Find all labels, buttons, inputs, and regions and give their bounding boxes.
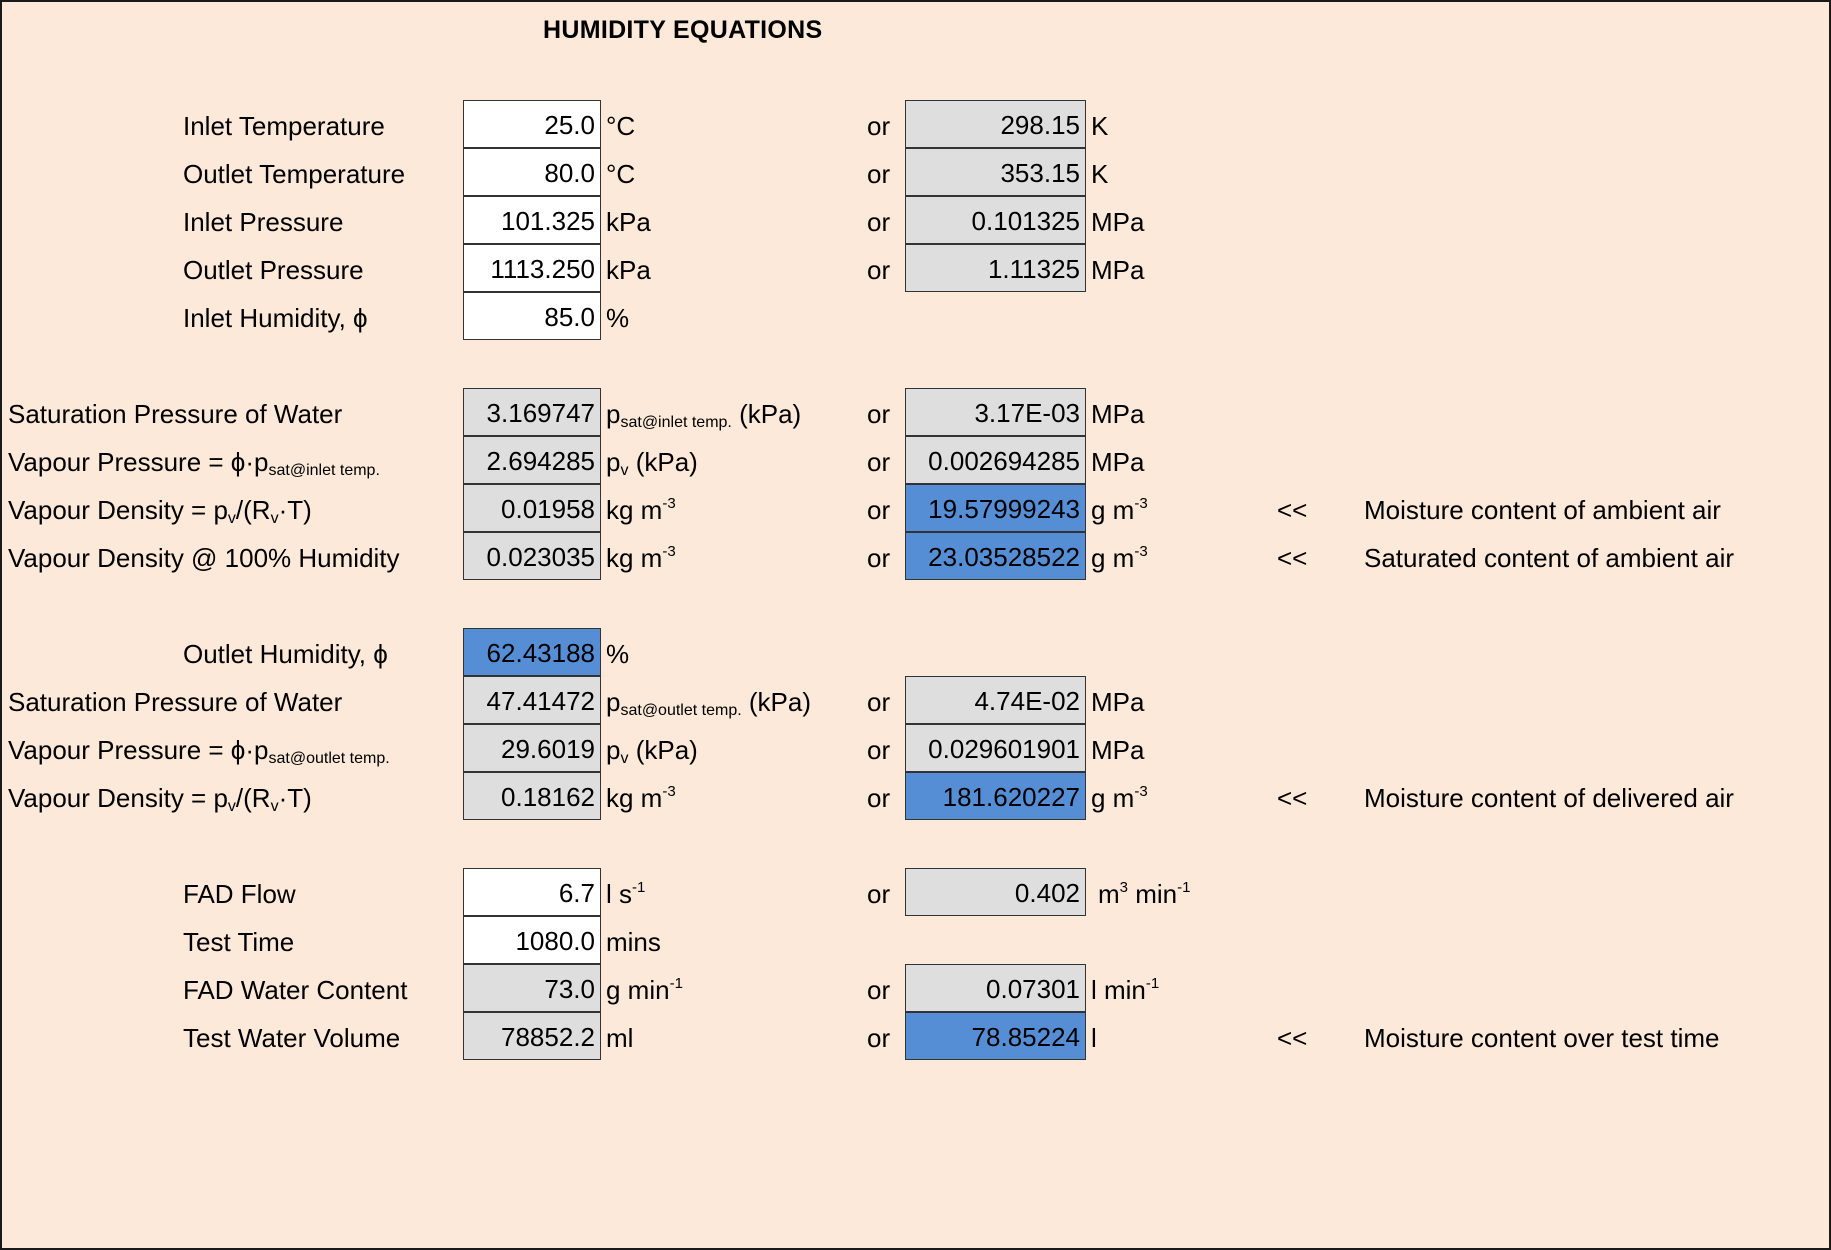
vap-pressure-outlet-unit: $p_v$ (kPa)	[606, 735, 698, 767]
vap-pressure-inlet-cell[interactable]: 2.694285	[463, 436, 601, 484]
outlet-temp-label: Outlet Temperature	[183, 159, 406, 189]
note-saturated-content: Saturated content of ambient air	[1364, 543, 1735, 573]
sat-pressure-inlet-mpa-cell[interactable]: 3.17E-03	[905, 388, 1086, 436]
inlet-humidity-label: Inlet Humidity, ϕ	[183, 303, 368, 333]
outlet-pressure-input[interactable]: 1113.250	[463, 244, 601, 292]
inlet-temp-unit: °C	[606, 111, 636, 141]
test-time-unit: mins	[606, 927, 661, 957]
fad-flow-unit: l $s^{-1}$	[606, 879, 646, 909]
fad-flow-m3min-cell[interactable]: 0.402	[905, 868, 1086, 916]
inlet-pressure-label: Inlet Pressure	[183, 207, 344, 237]
vap-pressure-inlet-mpa-cell[interactable]: 0.002694285	[905, 436, 1086, 484]
vap-density-inlet-gm3-unit: g $m^{-3}$	[1091, 495, 1148, 525]
test-time-label: Test Time	[183, 927, 295, 957]
sat-pressure-outlet-mpa-cell[interactable]: 4.74E-02	[905, 676, 1086, 724]
fad-water-label: FAD Water Content	[183, 975, 408, 1005]
or-label: or	[867, 687, 891, 717]
or-label: or	[867, 399, 891, 429]
fad-water-unit: g $\min^{-1}$	[606, 975, 683, 1005]
vap-pressure-outlet-cell[interactable]: 29.6019	[463, 724, 601, 772]
vap-density-inlet-label: Vapour Density = $p_v/(R_v\cdot T)$	[8, 495, 312, 527]
outlet-temp-input[interactable]: 80.0	[463, 148, 601, 196]
outlet-pressure-mpa-unit: MPa	[1091, 255, 1145, 285]
inlet-pressure-mpa-unit: MPa	[1091, 207, 1145, 237]
or-label: or	[867, 447, 891, 477]
outlet-humidity-label: Outlet Humidity, ϕ	[183, 639, 388, 669]
or-label: or	[867, 735, 891, 765]
outlet-temp-kelvin-cell[interactable]: 353.15	[905, 148, 1086, 196]
or-label: or	[867, 111, 891, 141]
or-label: or	[867, 543, 891, 573]
inlet-pressure-unit: kPa	[606, 207, 651, 237]
inlet-humidity-input[interactable]: 85.0	[463, 292, 601, 340]
vap-density-100-unit: kg $m^{-3}$	[606, 543, 676, 573]
or-label: or	[867, 255, 891, 285]
vap-pressure-outlet-label: Vapour Pressure = $\phi\cdot p_{sat@outlet temp.}$	[8, 735, 390, 767]
vap-density-inlet-gm3-cell[interactable]: 19.57999243	[905, 484, 1086, 532]
vap-density-outlet-cell[interactable]: 0.18162	[463, 772, 601, 820]
vap-pressure-outlet-mpa-cell[interactable]: 0.029601901	[905, 724, 1086, 772]
sat-pressure-outlet-mpa-unit: MPa	[1091, 687, 1145, 717]
arrow-marker: <<	[1277, 543, 1308, 573]
vap-density-outlet-gm3-cell[interactable]: 181.620227	[905, 772, 1086, 820]
or-label: or	[867, 783, 891, 813]
vap-pressure-inlet-unit: $p_v$ (kPa)	[606, 447, 698, 479]
outlet-pressure-mpa-cell[interactable]: 1.11325	[905, 244, 1086, 292]
test-water-label: Test Water Volume	[183, 1023, 401, 1053]
vap-density-100-cell[interactable]: 0.023035	[463, 532, 601, 580]
note-test-moisture: Moisture content over test time	[1364, 1023, 1720, 1053]
or-label: or	[867, 879, 891, 909]
fad-water-lmin-cell[interactable]: 0.07301	[905, 964, 1086, 1012]
or-label: or	[867, 975, 891, 1005]
outlet-humidity-unit: %	[606, 639, 630, 669]
inlet-pressure-mpa-cell[interactable]: 0.101325	[905, 196, 1086, 244]
vap-pressure-outlet-mpa-unit: MPa	[1091, 735, 1145, 765]
sat-pressure-inlet-unit: $p_{sat@inlet temp.}$ (kPa)	[606, 399, 802, 431]
or-label: or	[867, 207, 891, 237]
outlet-humidity-cell[interactable]: 62.43188	[463, 628, 601, 676]
outlet-pressure-label: Outlet Pressure	[183, 255, 364, 285]
outlet-pressure-unit: kPa	[606, 255, 651, 285]
vap-density-100-label: Vapour Density @ 100% Humidity	[8, 543, 400, 573]
vap-density-inlet-unit: kg $m^{-3}$	[606, 495, 676, 525]
test-water-cell[interactable]: 78852.2	[463, 1012, 601, 1060]
inlet-temp-label: Inlet Temperature	[183, 111, 385, 141]
vap-density-outlet-gm3-unit: g $m^{-3}$	[1091, 783, 1148, 813]
sat-pressure-outlet-label: Saturation Pressure of Water	[8, 687, 343, 717]
or-label: or	[867, 495, 891, 525]
inlet-temp-kelvin-cell[interactable]: 298.15	[905, 100, 1086, 148]
fad-water-lmin-unit: l $\min^{-1}$	[1091, 975, 1160, 1005]
sat-pressure-inlet-cell[interactable]: 3.169747	[463, 388, 601, 436]
inlet-humidity-unit: %	[606, 303, 630, 333]
or-label: or	[867, 1023, 891, 1053]
arrow-marker: <<	[1277, 495, 1308, 525]
inlet-temp-kelvin-unit: K	[1091, 111, 1109, 141]
arrow-marker: <<	[1277, 783, 1308, 813]
or-label: or	[867, 159, 891, 189]
test-water-unit: ml	[606, 1023, 634, 1053]
vap-density-100-gm3-unit: g $m^{-3}$	[1091, 543, 1148, 573]
vap-density-100-gm3-cell[interactable]: 23.03528522	[905, 532, 1086, 580]
test-water-litres-unit: l	[1091, 1023, 1097, 1053]
fad-flow-input[interactable]: 6.7	[463, 868, 601, 916]
page-title: HUMIDITY EQUATIONS	[543, 16, 823, 44]
outlet-temp-kelvin-unit: K	[1091, 159, 1109, 189]
fad-water-cell[interactable]: 73.0	[463, 964, 601, 1012]
vap-pressure-inlet-mpa-unit: MPa	[1091, 447, 1145, 477]
inlet-pressure-input[interactable]: 101.325	[463, 196, 601, 244]
fad-flow-label: FAD Flow	[183, 879, 296, 909]
test-water-litres-cell[interactable]: 78.85224	[905, 1012, 1086, 1060]
note-ambient-moisture: Moisture content of ambient air	[1364, 495, 1721, 525]
arrow-marker: <<	[1277, 1023, 1308, 1053]
vap-density-inlet-cell[interactable]: 0.01958	[463, 484, 601, 532]
sat-pressure-outlet-unit: $p_{sat@outlet temp.}$ (kPa)	[606, 687, 811, 719]
note-delivered-moisture: Moisture content of delivered air	[1364, 783, 1734, 813]
outlet-temp-unit: °C	[606, 159, 636, 189]
inlet-temp-input[interactable]: 25.0	[463, 100, 601, 148]
sat-pressure-inlet-label: Saturation Pressure of Water	[8, 399, 343, 429]
test-time-input[interactable]: 1080.0	[463, 916, 601, 964]
vap-pressure-inlet-label: Vapour Pressure = $\phi\cdot p_{sat@inlet temp.}$	[8, 447, 380, 479]
sat-pressure-outlet-cell[interactable]: 47.41472	[463, 676, 601, 724]
vap-density-outlet-unit: kg $m^{-3}$	[606, 783, 676, 813]
vap-density-outlet-label: Vapour Density = $p_v/(R_v\cdot T)$	[8, 783, 312, 815]
sat-pressure-inlet-mpa-unit: MPa	[1091, 399, 1145, 429]
fad-flow-m3min-unit: $m^3$ $\min^{-1}$	[1098, 879, 1191, 909]
